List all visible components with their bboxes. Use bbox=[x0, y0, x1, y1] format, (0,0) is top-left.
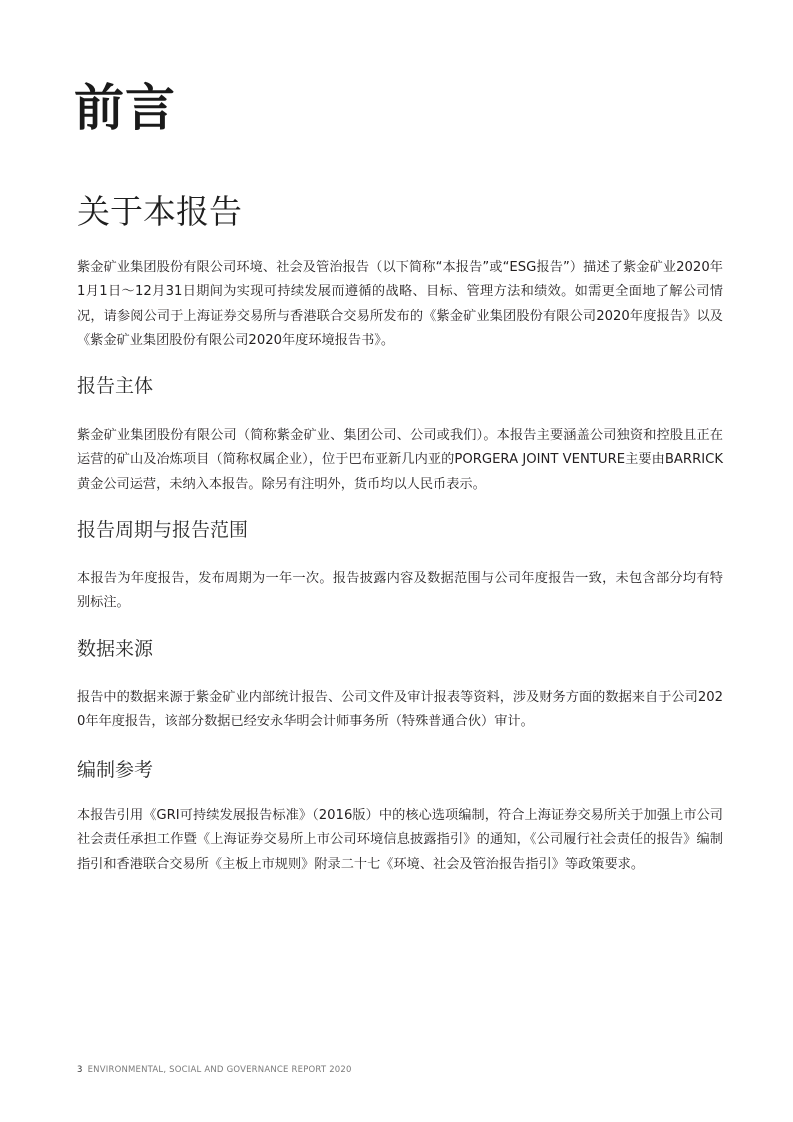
page-number: 3 bbox=[77, 1065, 83, 1075]
paragraph-data-source: 报告中的数据来源于紫金矿业内部统计报告、公司文件及审计报表等资料，涉及财务方面的数据来自于公司2020年年度报告，该部分数据已经安永华明会计师事务所（特殊普通合伙）审计。 bbox=[77, 690, 723, 730]
paragraph-reporting-entity: 紫金矿业集团股份有限公司（简称紫金矿业、集团公司、公司或我们）。本报告主要涵盖公司独资和控股且正在运营的矿山及冶炼项目（简称权属企业），位于巴布亚新几内亚的PORGERA JOINT VENTURE主要由BARRICK黄金公司运营，未纳入本报告。除另有注明外，货币均以人民币表示。 bbox=[77, 428, 723, 492]
heading-compilation-reference: 编制参考 bbox=[77, 759, 154, 781]
paragraph-reporting-period-scope: 本报告为年度报告，发布周期为一年一次。报告披露内容及数据范围与公司年度报告一致，未包含部分均有特别标注。 bbox=[77, 571, 723, 611]
running-title: ENVIRONMENTAL, SOCIAL AND GOVERNANCE REPORT 2020 bbox=[87, 1065, 352, 1075]
section-title-about-report: 关于本报告 bbox=[77, 192, 242, 231]
intro-paragraph: 紫金矿业集团股份有限公司环境、社会及管治报告（以下简称“本报告”或“ESG报告”）描述了紫金矿业2020年1月1日～12月31日期间为实现可持续发展而遵循的战略、目标、管理方法和绩效。如需更全面地了解公司情况，请参阅公司于上海证券交易所与香港联合交易所发布的《紫金矿业集团股份有限公司2020年度报告》以及《紫金矿业集团股份有限公司2020年度环境报告书》。 bbox=[77, 260, 723, 348]
heading-data-source: 数据来源 bbox=[77, 638, 154, 660]
heading-reporting-period-scope: 报告周期与报告范围 bbox=[77, 519, 249, 541]
heading-reporting-entity: 报告主体 bbox=[77, 375, 154, 397]
page-title: 前言 bbox=[74, 79, 176, 137]
paragraph-compilation-reference: 本报告引用《GRI可持续发展报告标准》（2016版）中的核心选项编制，符合上海证券交易所关于加强上市公司社会责任承担工作暨《上海证券交易所上市公司环境信息披露指引》的通知，《公司履行社会责任的报告》编制指引和香港联合交易所《主板上市规则》附录二十七《环境、社会及管治报告指引》等政策要求。 bbox=[77, 808, 723, 872]
page-footer bbox=[77, 1064, 352, 1076]
